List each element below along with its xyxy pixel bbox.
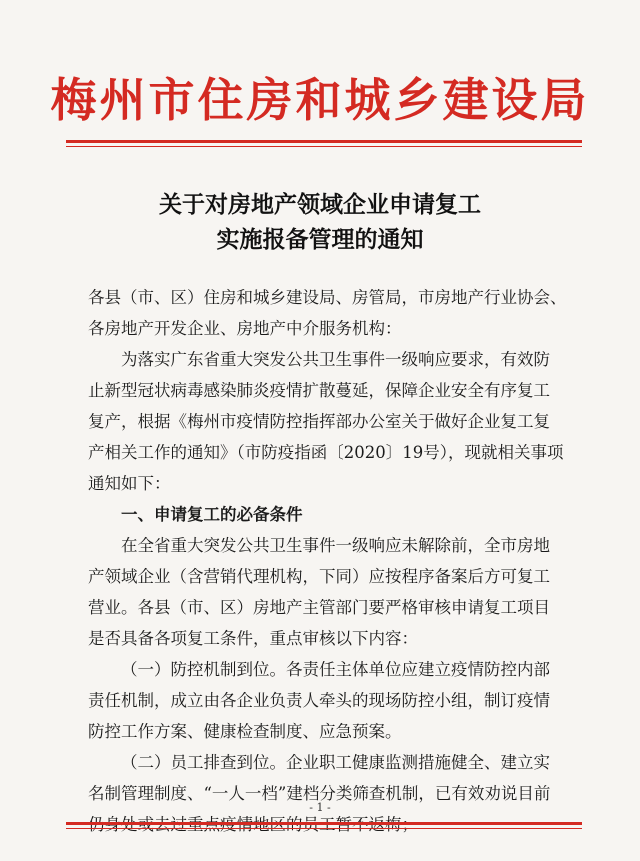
paragraph-line: 防控工作方案、健康检查制度、应急预案。	[88, 722, 402, 741]
paragraph-line: 产领域企业（含营销代理机构，下同）应按程序备案后方可复工	[88, 567, 550, 586]
footer-red-rule-thick	[66, 822, 582, 825]
footer-red-rule-thin	[66, 828, 582, 829]
paragraph-line: 是否具备各项复工条件，重点审核以下内容：	[88, 629, 418, 648]
paragraph-line: 为落实广东省重大突发公共卫生事件一级响应要求，有效防	[121, 350, 550, 369]
header-red-rule-thick	[66, 140, 582, 143]
addressee-line-2: 各房地产开发企业、房地产中介服务机构：	[88, 319, 402, 338]
paragraph-line: 在全省重大突发公共卫生事件一级响应未解除前，全市房地	[121, 536, 550, 555]
paragraph-line: （二）员工排查到位。企业职工健康监测措施健全、建立实	[121, 753, 550, 772]
addressee-line-1: 各县（市、区）住房和城乡建设局、房管局，市房地产行业协会、	[88, 288, 567, 307]
paragraph-line: 通知如下：	[88, 474, 171, 493]
document-body	[88, 282, 572, 840]
document-title-line-2: 实施报备管理的通知	[216, 226, 424, 253]
paragraph-line: 营业。各县（市、区）房地产主管部门要严格审核申请复工项目	[88, 598, 550, 617]
document-title-line-1: 关于对房地产领域企业申请复工	[159, 191, 481, 218]
agency-letterhead: 梅州市住房和城乡建设局	[50, 73, 590, 127]
paragraph-line: 产相关工作的通知》（市防疫指函〔2020〕19号），现就相关事项	[88, 443, 564, 462]
paragraph-line: 止新型冠状病毒感染肺炎疫情扩散蔓延，保障企业安全有序复工	[88, 381, 550, 400]
header-red-rule-thin	[66, 146, 582, 147]
page-number: - 1 -	[309, 801, 331, 814]
paragraph-line: 责任机制，成立由各企业负责人牵头的现场防控小组，制订疫情	[88, 691, 550, 710]
paragraph-line: 复产，根据《梅州市疫情防控指挥部办公室关于做好企业复工复	[88, 412, 550, 431]
section-heading-1: 一、申请复工的必备条件	[121, 505, 303, 524]
paragraph-line: （一）防控机制到位。各责任主体单位应建立疫情防控内部	[121, 660, 550, 679]
paragraph-line: 名制管理制度、“一人一档”建档分类筛查机制，已有效劝说目前	[88, 784, 551, 803]
